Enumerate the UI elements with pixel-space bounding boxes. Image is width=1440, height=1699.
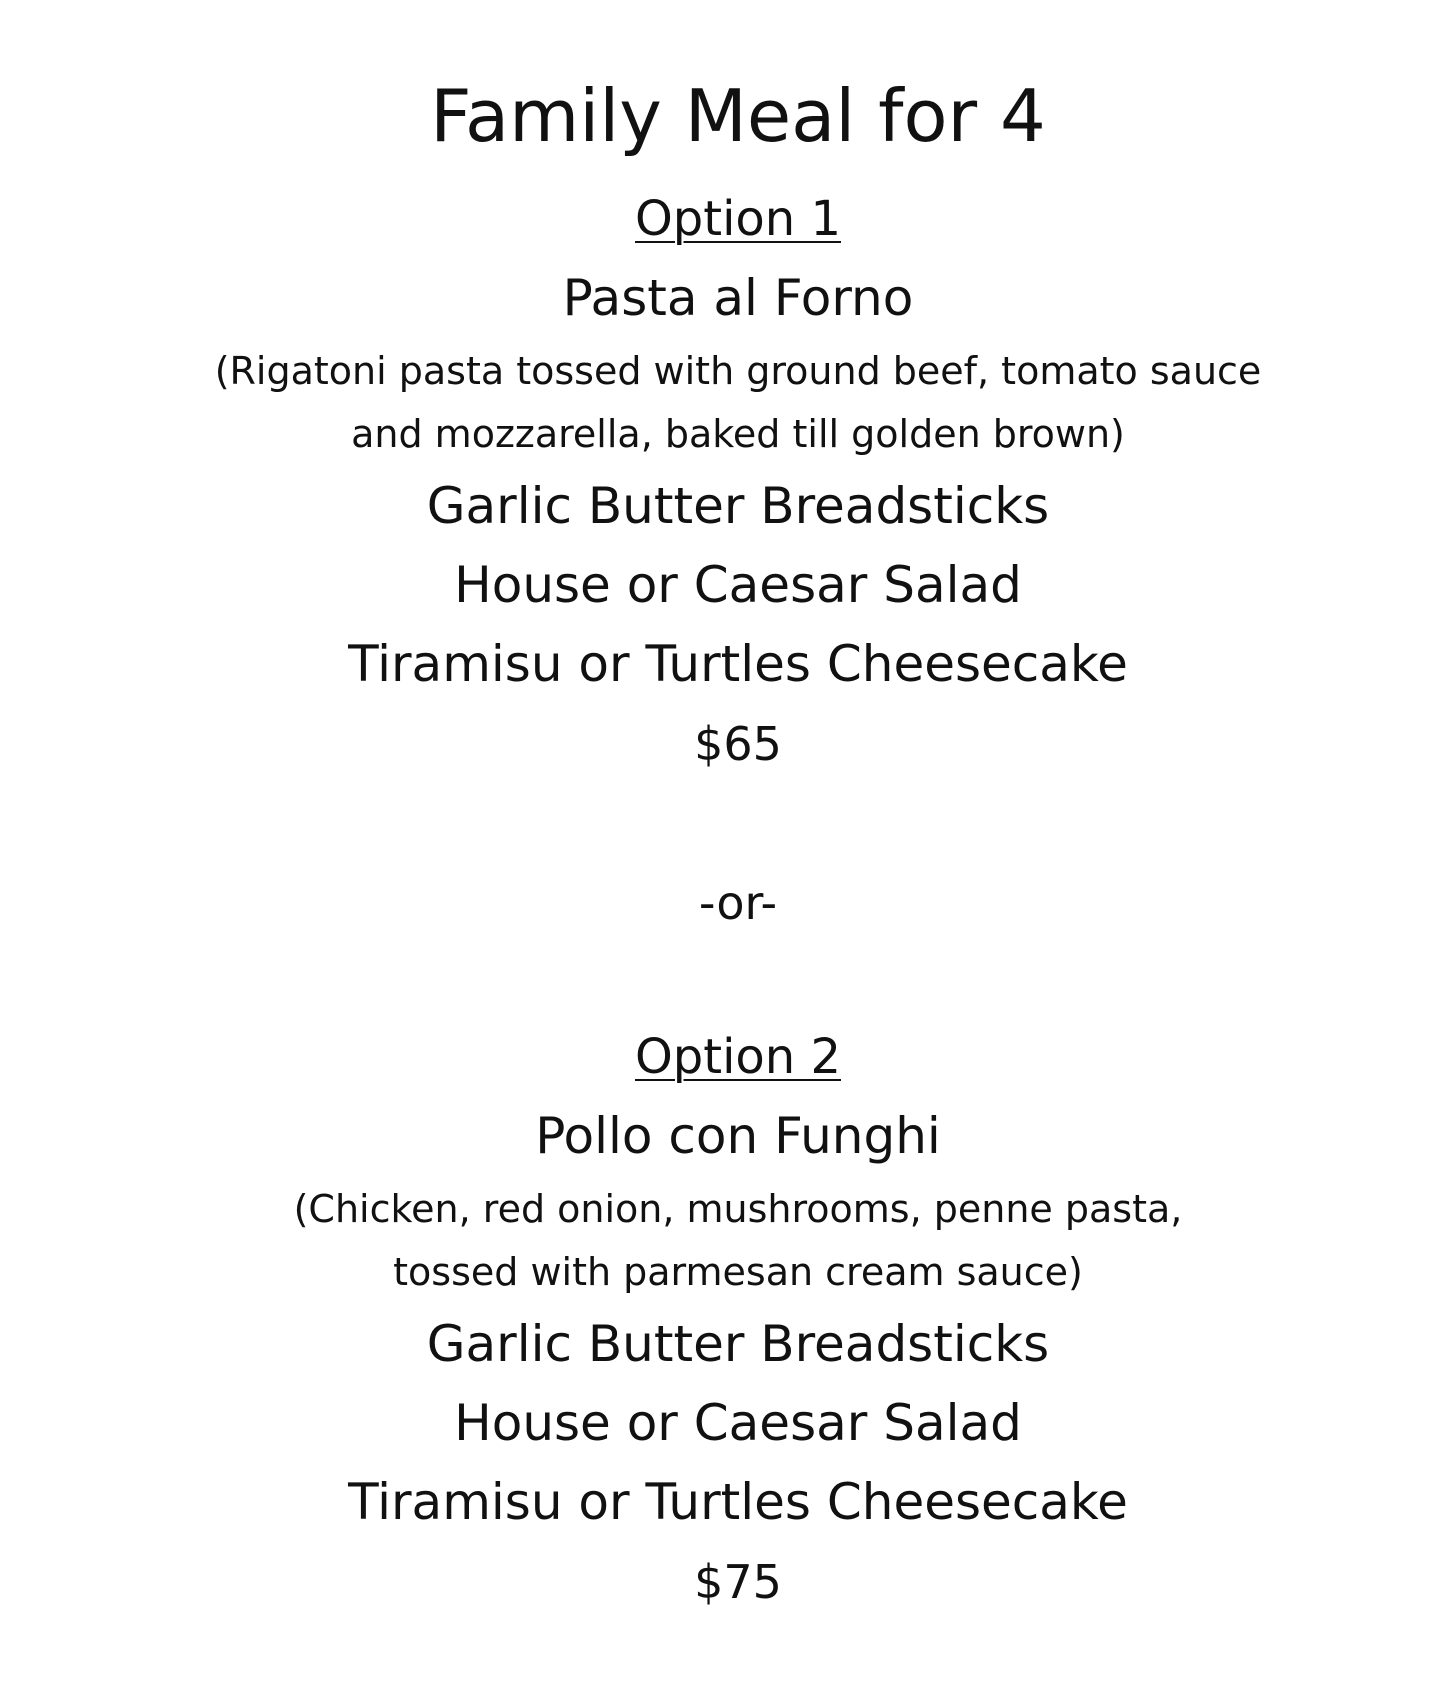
page-title: Family Meal for 4 — [430, 74, 1046, 158]
option-1-item-salad: House or Caesar Salad — [454, 556, 1022, 614]
option-2-dish: Pollo con Funghi — [535, 1107, 941, 1165]
option-1-description-line1: (Rigatoni pasta tossed with ground beef, tomato sauce — [214, 349, 1262, 393]
option-1-description-line2: and mozzarella, baked till golden brown) — [351, 412, 1125, 456]
option-2-description-line1: (Chicken, red onion, mushrooms, penne pasta, — [293, 1187, 1183, 1231]
options-separator: -or- — [698, 876, 778, 930]
option-2-item-salad: House or Caesar Salad — [454, 1394, 1022, 1452]
option-2-heading: Option 2 — [635, 1029, 841, 1085]
option-2-item-dessert: Tiramisu or Turtles Cheesecake — [348, 1473, 1128, 1531]
option-1-item-dessert: Tiramisu or Turtles Cheesecake — [348, 635, 1128, 693]
option-2-price: $75 — [694, 1555, 782, 1609]
option-1-heading: Option 1 — [635, 191, 841, 247]
option-2-item-breadsticks: Garlic Butter Breadsticks — [426, 1315, 1050, 1373]
option-1-item-breadsticks: Garlic Butter Breadsticks — [426, 477, 1050, 535]
option-1-dish: Pasta al Forno — [562, 269, 914, 327]
option-1-price: $65 — [694, 717, 782, 771]
option-2-description-line2: tossed with parmesan cream sauce) — [393, 1250, 1083, 1294]
